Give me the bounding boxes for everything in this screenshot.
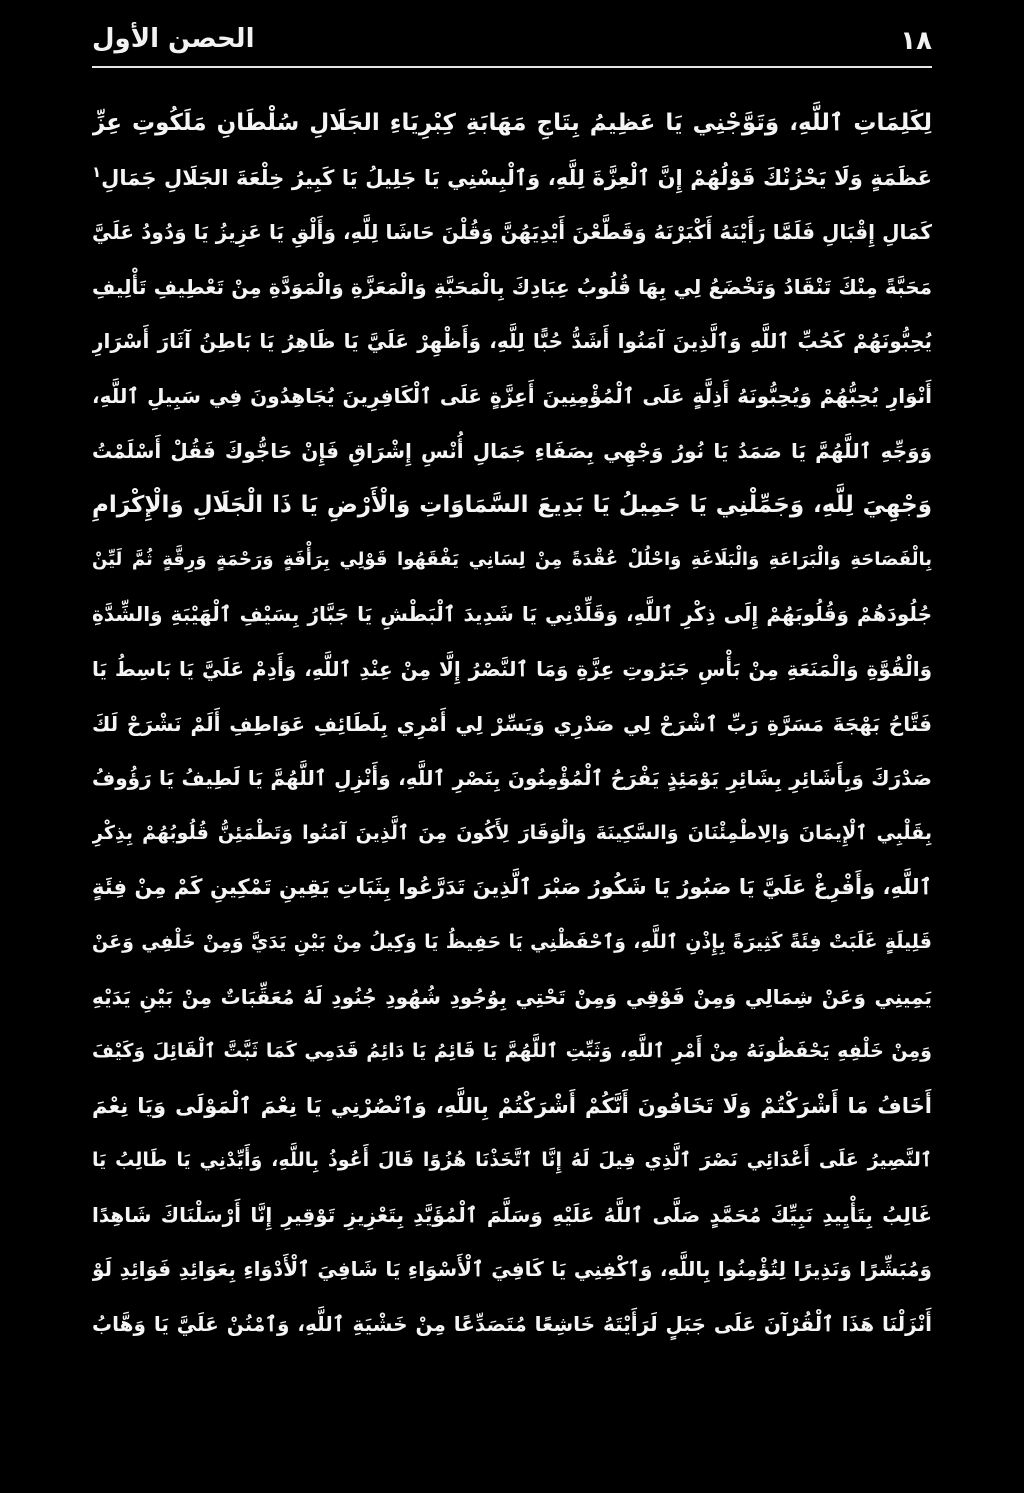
- text-line: جُلُودَهُمْ وَقُلُوبَهُمْ إِلَى ذِكْرِ ٱللَّهِ، وَقَلِّدْنِي يَا شَدِيدَ ٱلْبَطْشِ يَا جَبَّارُ بِسَيْفِ ٱلْهَيْبَةِ وَالشِّدَّةِ: [92, 602, 932, 627]
- text-line: فَتَّاحُ بَهْجَةَ مَسَرَّةِ رَبِّ ٱشْرَحْ لِي صَدْرِي وَيَسِّرْ لِي أَمْرِي بِلَطَائِفِ عَوَاطِفِ أَلَمْ نَشْرَحْ لَكَ: [92, 711, 932, 736]
- line-text: عَظَمَةٍ وَلَا يَحْزُنْكَ قَوْلُهُمْ إِنَّ ٱلْعِزَّةَ لِلَّهِ، وَٱلْبِسْنِي يَا جَلِيلُ يَا كَبِيرُ خِلْعَةَ الجَلَالِ جَمَالِ: [101, 165, 932, 190]
- text-line: وَمُبَشِّرًا وَنَذِيرًا لِتُؤْمِنُوا بِاللَّهِ، وَٱكْفِنِي يَا كَافِيَ ٱلْأَسْوَاءِ يَا شَافِيَ ٱلْأَدْوَاءِ بِعَوَائِدِ فَوَائِدِ لَوْ: [92, 1257, 932, 1282]
- text-line: [92, 151, 932, 206]
- text-line: وَالْقُوَّةِ وَالْمَنَعَةِ مِنْ بَأْسِ جَبَرُوتِ عِزَّةِ وَمَا ٱلنَّصْرُ إِلَّا مِنْ عِنْدِ ٱللَّهِ، وَأَدِمْ عَلَيَّ يَا بَاسِطُ يَا: [92, 656, 932, 681]
- footnote-marker: ١: [92, 162, 102, 181]
- text-line: أَنْوَارِ يُحِبُّهُمْ وَيُحِبُّونَهُ أَذِلَّةٍ عَلَى ٱلْمُؤْمِنِينَ أَعِزَّةٍ عَلَى ٱلْكَافِرِينَ يُجَاهِدُونَ فِي سَبِيلِ ٱللَّهِ،: [92, 383, 932, 408]
- text-line: قَلِيلَةٍ غَلَبَتْ فِئَةً كَثِيرَةً بِإِذْنِ ٱللَّهِ، وَٱحْفَظْنِي يَا حَفِيظُ يَا وَكِيلُ مِنْ بَيْنِ يَدَيَّ وَمِنْ خَلْفِي وَعَنْ: [92, 930, 932, 953]
- text-line: وَوَجِّهِ ٱللَّهُمَّ يَا صَمَدُ يَا نُورُ وَجْهِي بِصَفَاءِ جَمَالِ أُنْسِ إِشْرَاقِ فَإِنْ حَاجُّوكَ فَقُلْ أَسْلَمْتُ: [92, 438, 932, 463]
- page-number: ١٨: [900, 26, 932, 56]
- header-rule: [92, 66, 932, 68]
- text-line: يُحِبُّونَهُمْ كَحُبِّ ٱللَّهِ وَٱلَّذِينَ آمَنُوا أَشَدُّ حُبًّا لِلَّهِ، وَأَظْهِرْ عَلَيَّ يَا ظَاهِرُ يَا بَاطِنُ آثَارَ أَسْرَارِ: [92, 329, 932, 354]
- text-line: غَالِبُ بِتَأْيِيدِ نَبِيِّكَ مُحَمَّدٍ صَلَّى ٱللَّهُ عَلَيْهِ وَسَلَّمَ ٱلْمُؤَيَّدِ بِتَعْزِيزِ تَوْقِيرِ إِنَّا أَرْسَلْنَاكَ شَاهِدًا: [92, 1202, 932, 1227]
- text-line: بِقَلْبِي ٱلْإِيمَانَ وَالِاطْمِئْنَانَ وَالسَّكِينَةَ وَالْوَقَارَ لِأَكُونَ مِنَ ٱلَّذِينَ آمَنُوا وَتَطْمَئِنُّ قُلُوبُهُمْ بِذِكْرِ: [92, 821, 932, 844]
- running-title: الحصن الأول: [92, 24, 255, 54]
- text-line: ٱللَّهِ، وَأَفْرِغْ عَلَيَّ يَا صَبُورُ يَا شَكُورُ صَبْرَ ٱلَّذِينَ تَدَرَّعُوا بِثَبَاتِ يَقِينِ تَمْكِينِ كَمْ مِنْ فِئَةٍ: [92, 875, 932, 900]
- text-line: وَمِنْ خَلْفِهِ يَحْفَظُونَهُ مِنْ أَمْرِ ٱللَّهِ، وَثَبِّتِ ٱللَّهُمَّ يَا قَائِمُ يَا دَائِمُ قَدَمِي كَمَا ثَبَّتَّ ٱلْقَائِلَ وَكَيْفَ: [92, 1040, 932, 1063]
- text-line: بِالْفَصَاحَةِ وَالْبَرَاعَةِ وَالْبَلَاغَةِ وَاحْلُلْ عُقْدَةً مِنْ لِسَانِي يَفْقَهُوا قَوْلِي بِرَأْفَةٍ وَرَحْمَةٍ وَرِقَّةٍ ثُمَّ لَيِّنْ: [92, 548, 932, 570]
- text-line: صَدْرَكَ وَبِأَشَائِرِ بِشَائِرِ يَوْمَئِذٍ يَفْرَحُ ٱلْمُؤْمِنُونَ بِنَصْرِ ٱللَّهِ، وَأَنْزِلِ ٱللَّهُمَّ يَا لَطِيفُ يَا رَؤُوفُ: [92, 766, 932, 791]
- text-line: مَحَبَّةً مِنْكَ تَنْقَادُ وَتَخْضَعُ لِي بِهَا قُلُوبُ عِبَادِكَ بِالْمَحَبَّةِ وَالْمَعَزَّةِ وَالْمَوَدَّةِ مِنْ تَعْطِيفِ تَأْلِيفِ: [92, 274, 932, 299]
- text-line: يَمِينِي وَعَنْ شِمَالِي وَمِنْ فَوْقِي وَمِنْ تَحْتِي بِوُجُودِ شُهُودِ جُنُودِ لَهُ مُعَقِّبَاتٌ مِنْ بَيْنِ يَدَيْهِ: [92, 984, 932, 1009]
- text-line: أَنْزَلْنَا هَذَا ٱلْقُرْآنَ عَلَى جَبَلٍ لَرَأَيْتَهُ خَاشِعًا مُتَصَدِّعًا مِنْ خَشْيَةِ ٱللَّهِ، وَٱمْنُنْ عَلَيَّ يَا وَهَّابُ: [92, 1312, 932, 1337]
- text-line: أَخَافُ مَا أَشْرَكْتُمْ وَلَا تَخَافُونَ أَنَّكُمْ أَشْرَكْتُمْ بِاللَّهِ، وَٱنْصُرْنِي يَا نِعْمَ ٱلْمَوْلَى وَيَا نِعْمَ: [92, 1093, 932, 1118]
- text-line: لِكَلِمَاتِ ٱللَّهِ، وَتَوَّجْنِي يَا عَظِيمُ بِتَاجِ مَهَابَةِ كِبْرِيَاءِ الجَلَالِ سُلْطَانِ مَلَكُوتِ عِزِّ: [92, 110, 932, 136]
- page-header: [92, 22, 932, 66]
- main-text: [92, 96, 932, 1352]
- text-line: وَجْهِيَ لِلَّهِ، وَجَمِّلْنِي يَا جَمِيلُ يَا بَدِيعَ السَّمَاوَاتِ وَالْأَرْضِ يَا ذَا الْجَلَالِ وَالْإِكْرَامِ: [92, 492, 932, 519]
- text-line: ٱلنَّصِيرُ عَلَى أَعْدَائِي نَصْرَ ٱلَّذِي قِيلَ لَهُ إِنَّا ٱتَّخَذْنَا هُزُوًا قَالَ أَعُوذُ بِاللَّهِ، وَأَيِّدْنِي يَا طَالِبُ يَا: [92, 1149, 932, 1172]
- text-line: كَمَالِ إِقْبَالِ فَلَمَّا رَأَيْنَهُ أَكْبَرْنَهُ وَقَطَّعْنَ أَيْدِيَهُنَّ وَقُلْنَ حَاشَا لِلَّهِ، وَأَلْقِ يَا عَزِيزُ يَا وَدُودُ عَلَيَّ: [92, 220, 932, 245]
